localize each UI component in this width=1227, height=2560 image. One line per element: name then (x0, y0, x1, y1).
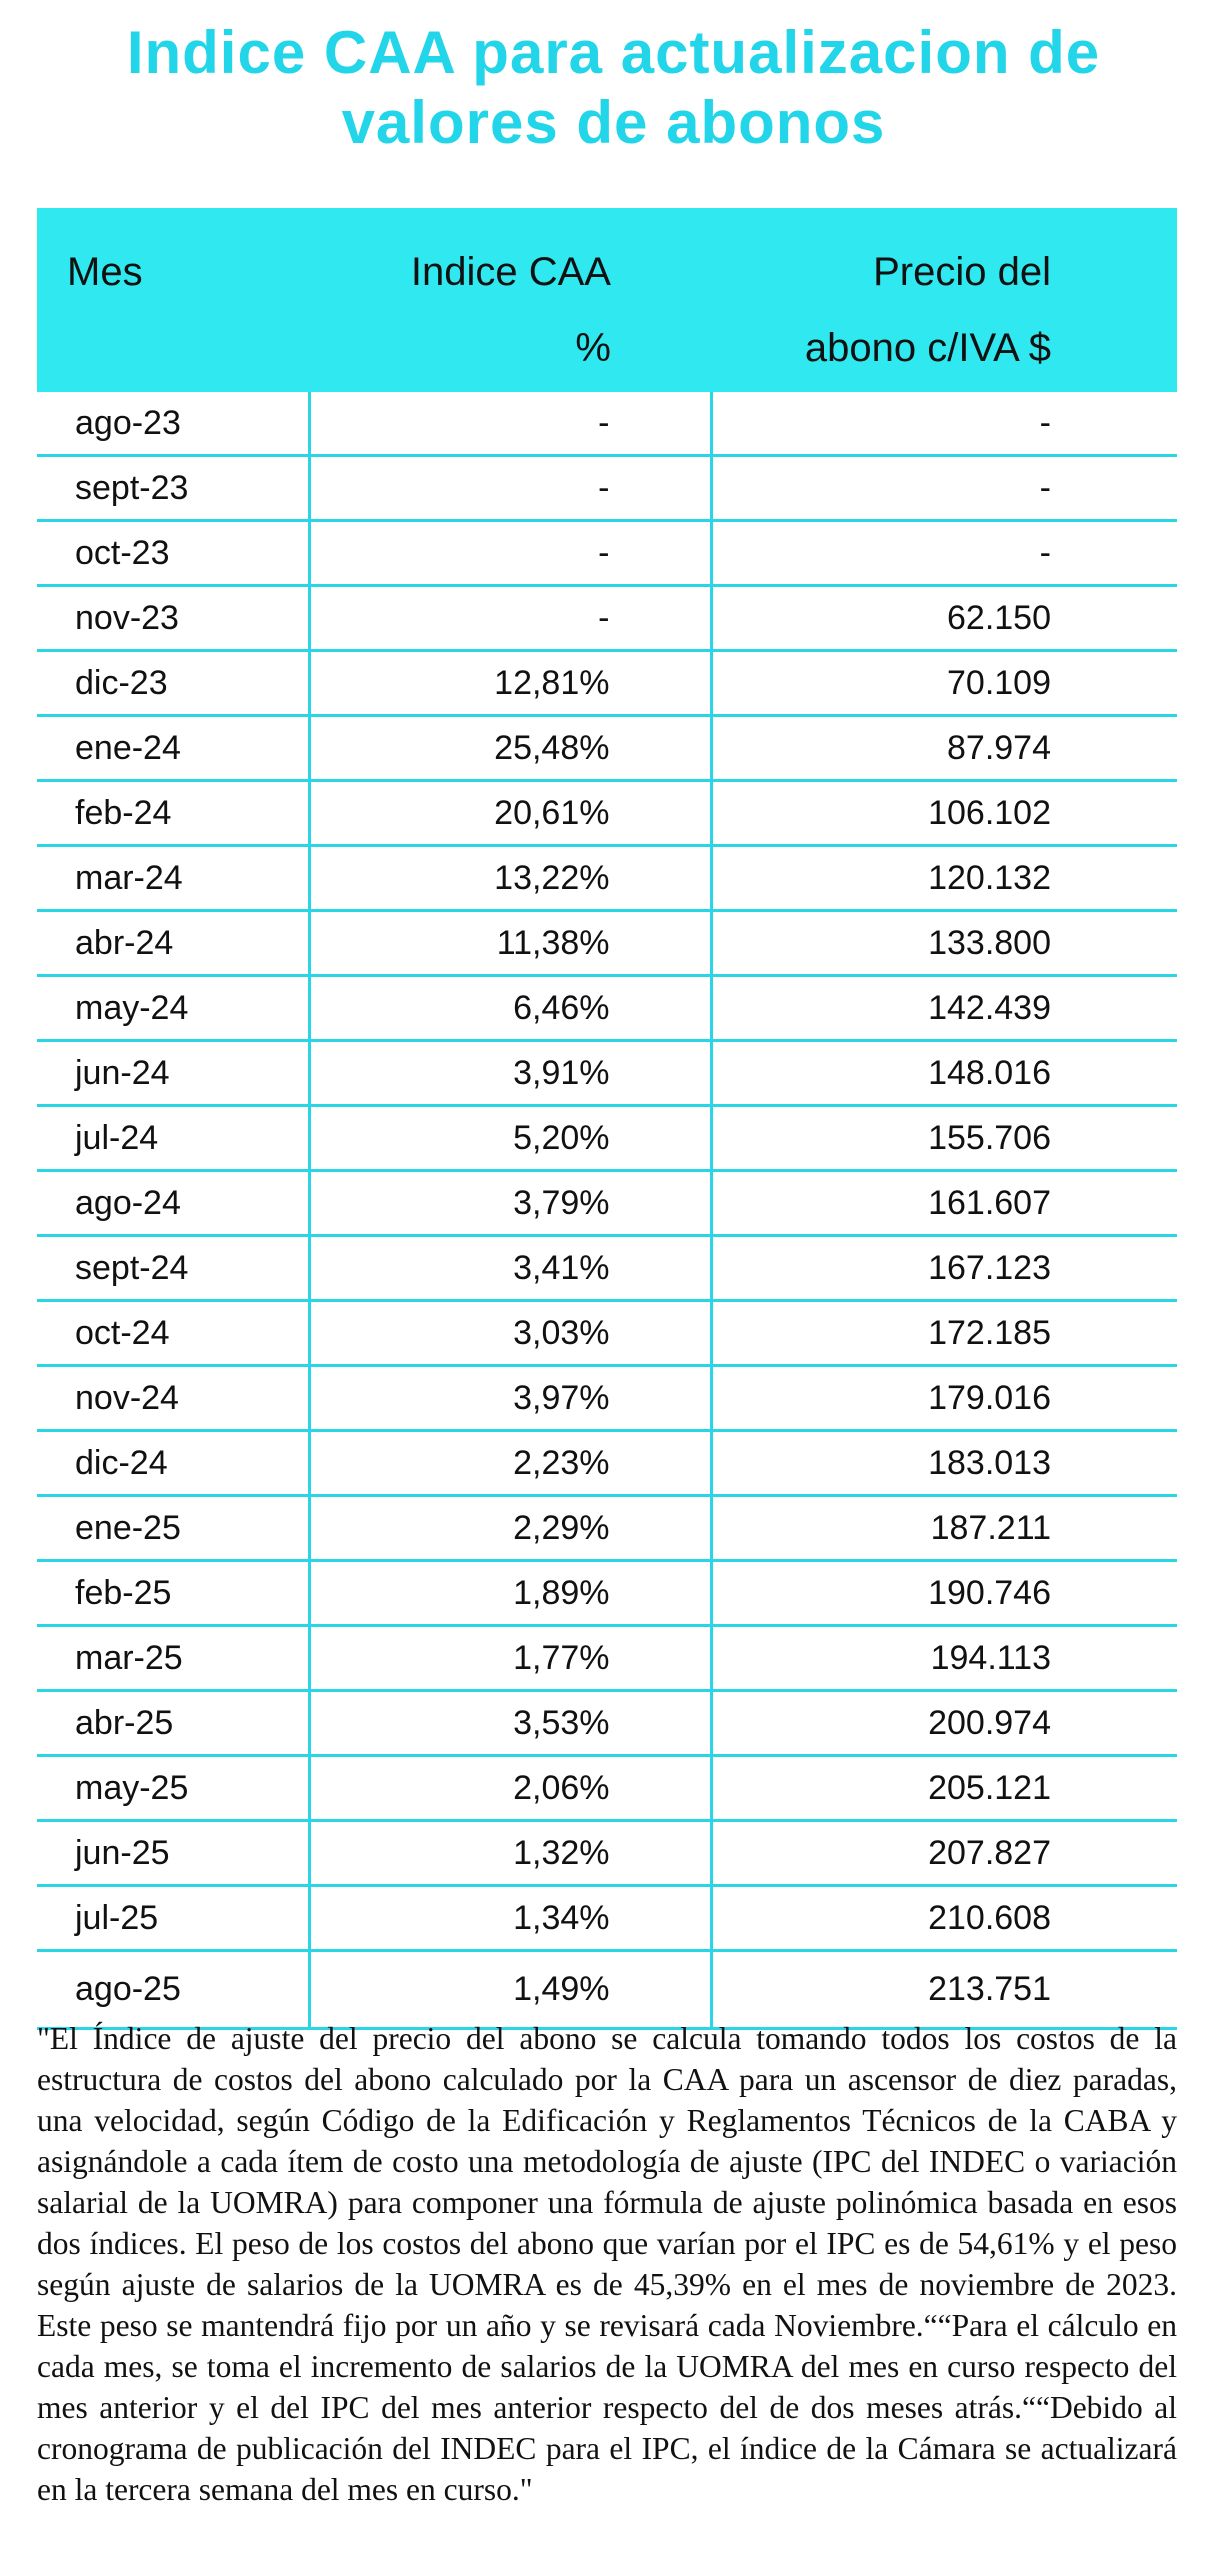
cell-index: 2,23% (309, 1431, 711, 1496)
cell-month: mar-25 (37, 1626, 309, 1691)
table-row (37, 1236, 1177, 1301)
cell-price: 207.827 (711, 1821, 1177, 1886)
header-price (711, 208, 1177, 392)
cell-index: - (309, 456, 711, 521)
cell-price: 194.113 (711, 1626, 1177, 1691)
table-row (37, 976, 1177, 1041)
cell-price: 148.016 (711, 1041, 1177, 1106)
cell-month: sept-24 (37, 1236, 309, 1301)
cell-price: - (711, 456, 1177, 521)
cell-month: jun-25 (37, 1821, 309, 1886)
cell-month: sept-23 (37, 456, 309, 521)
index-table-container (37, 208, 1177, 2030)
cell-month: feb-24 (37, 781, 309, 846)
cell-index: 13,22% (309, 846, 711, 911)
cell-month: abr-25 (37, 1691, 309, 1756)
table-row (37, 1756, 1177, 1821)
table-row (37, 651, 1177, 716)
cell-index: - (309, 521, 711, 586)
cell-price: 142.439 (711, 976, 1177, 1041)
header-index-line-2: % (575, 326, 611, 370)
table-row (37, 1886, 1177, 1951)
page-title (0, 18, 1227, 158)
cell-price: 120.132 (711, 846, 1177, 911)
cell-index: 1,32% (309, 1821, 711, 1886)
cell-price: 155.706 (711, 1106, 1177, 1171)
cell-month: oct-23 (37, 521, 309, 586)
table-row (37, 521, 1177, 586)
table-row (37, 1366, 1177, 1431)
cell-index: 3,79% (309, 1171, 711, 1236)
cell-month: jul-25 (37, 1886, 309, 1951)
cell-month: dic-24 (37, 1431, 309, 1496)
cell-price: - (711, 521, 1177, 586)
header-price-line-1: Precio del (873, 250, 1051, 294)
cell-index: 6,46% (309, 976, 711, 1041)
cell-index: - (309, 392, 711, 456)
cell-month: nov-24 (37, 1366, 309, 1431)
header-price-line-2: abono c/IVA $ (804, 326, 1051, 370)
cell-month: may-25 (37, 1756, 309, 1821)
cell-index: 3,41% (309, 1236, 711, 1301)
table-row (37, 1496, 1177, 1561)
header-month: Mes (37, 208, 309, 392)
cell-month: nov-23 (37, 586, 309, 651)
table-row (37, 1626, 1177, 1691)
cell-index: 1,89% (309, 1561, 711, 1626)
cell-index: 12,81% (309, 651, 711, 716)
cell-price: 62.150 (711, 586, 1177, 651)
cell-price: 210.608 (711, 1886, 1177, 1951)
cell-index: 3,91% (309, 1041, 711, 1106)
cell-month: ene-24 (37, 716, 309, 781)
table-row (37, 1171, 1177, 1236)
cell-price: 187.211 (711, 1496, 1177, 1561)
header-index (309, 208, 711, 392)
cell-index: 3,53% (309, 1691, 711, 1756)
cell-index: - (309, 586, 711, 651)
cell-index: 1,77% (309, 1626, 711, 1691)
cell-index: 1,49% (309, 1951, 711, 2029)
cell-index: 11,38% (309, 911, 711, 976)
index-table (37, 208, 1177, 2030)
table-row (37, 846, 1177, 911)
table-row (37, 1431, 1177, 1496)
cell-price: 190.746 (711, 1561, 1177, 1626)
cell-price: 133.800 (711, 911, 1177, 976)
footnote-text: "El Índice de ajuste del precio del abono se calcula tomando todos los costos de la estructura de costos del abono calculado por la CAA para un ascensor de diez paradas, una velocidad, según Código de la Edificación y Reglamentos Técnicos de la CABA y asignándole a cada ítem de costo una metodología de ajuste (IPC del INDEC o variación salarial de la UOMRA) para componer una fórmula de ajuste polinómica basada en esos dos índices. El peso de los costos del abono que varían por el IPC es de 54,61% y el peso según ajuste de salarios de la UOMRA es de 45,39% en el mes de noviembre de 2023. Este peso se mantendrá fijo por un año y se revisará cada Noviembre.““Para el cálculo en cada mes, se toma el incremento de salarios de la UOMRA del mes en curso respecto del mes anterior y el del IPC del mes anterior respecto del de dos meses atrás.““Debido al cronograma de publicación del INDEC para el IPC, el índice de la Cámara se actualizará en la tercera semana del mes en curso." (37, 2021, 1177, 2507)
cell-month: ago-23 (37, 392, 309, 456)
cell-price: 183.013 (711, 1431, 1177, 1496)
cell-index: 2,06% (309, 1756, 711, 1821)
cell-month: dic-23 (37, 651, 309, 716)
cell-index: 5,20% (309, 1106, 711, 1171)
table-row (37, 586, 1177, 651)
cell-price: 200.974 (711, 1691, 1177, 1756)
cell-price: 167.123 (711, 1236, 1177, 1301)
cell-index: 1,34% (309, 1886, 711, 1951)
table-row (37, 1691, 1177, 1756)
cell-index: 25,48% (309, 716, 711, 781)
cell-month: ago-24 (37, 1171, 309, 1236)
cell-month: mar-24 (37, 846, 309, 911)
header-index-line-1: Indice CAA (410, 250, 611, 294)
cell-price: 87.974 (711, 716, 1177, 781)
cell-price: - (711, 392, 1177, 456)
table-row (37, 716, 1177, 781)
table-row (37, 1106, 1177, 1171)
cell-month: jun-24 (37, 1041, 309, 1106)
table-body (37, 392, 1177, 2029)
cell-index: 2,29% (309, 1496, 711, 1561)
cell-price: 172.185 (711, 1301, 1177, 1366)
cell-price: 106.102 (711, 781, 1177, 846)
cell-month: oct-24 (37, 1301, 309, 1366)
table-row (37, 1561, 1177, 1626)
table-row (37, 1301, 1177, 1366)
cell-month: ago-25 (37, 1951, 309, 2029)
cell-price: 161.607 (711, 1171, 1177, 1236)
table-row (37, 456, 1177, 521)
cell-month: may-24 (37, 976, 309, 1041)
cell-price: 213.751 (711, 1951, 1177, 2029)
cell-index: 20,61% (309, 781, 711, 846)
cell-index: 3,97% (309, 1366, 711, 1431)
table-row (37, 781, 1177, 846)
table-row (37, 911, 1177, 976)
cell-month: jul-24 (37, 1106, 309, 1171)
cell-price: 205.121 (711, 1756, 1177, 1821)
title-line-2: valores de abonos (341, 89, 886, 156)
cell-month: ene-25 (37, 1496, 309, 1561)
cell-price: 70.109 (711, 651, 1177, 716)
cell-index: 3,03% (309, 1301, 711, 1366)
cell-month: feb-25 (37, 1561, 309, 1626)
table-header (37, 208, 1177, 392)
table-row (37, 1821, 1177, 1886)
table-row (37, 1951, 1177, 2029)
cell-month: abr-24 (37, 911, 309, 976)
table-row (37, 392, 1177, 456)
cell-price: 179.016 (711, 1366, 1177, 1431)
table-row (37, 1041, 1177, 1106)
title-line-1: Indice CAA para actualizacion de (126, 19, 1101, 86)
